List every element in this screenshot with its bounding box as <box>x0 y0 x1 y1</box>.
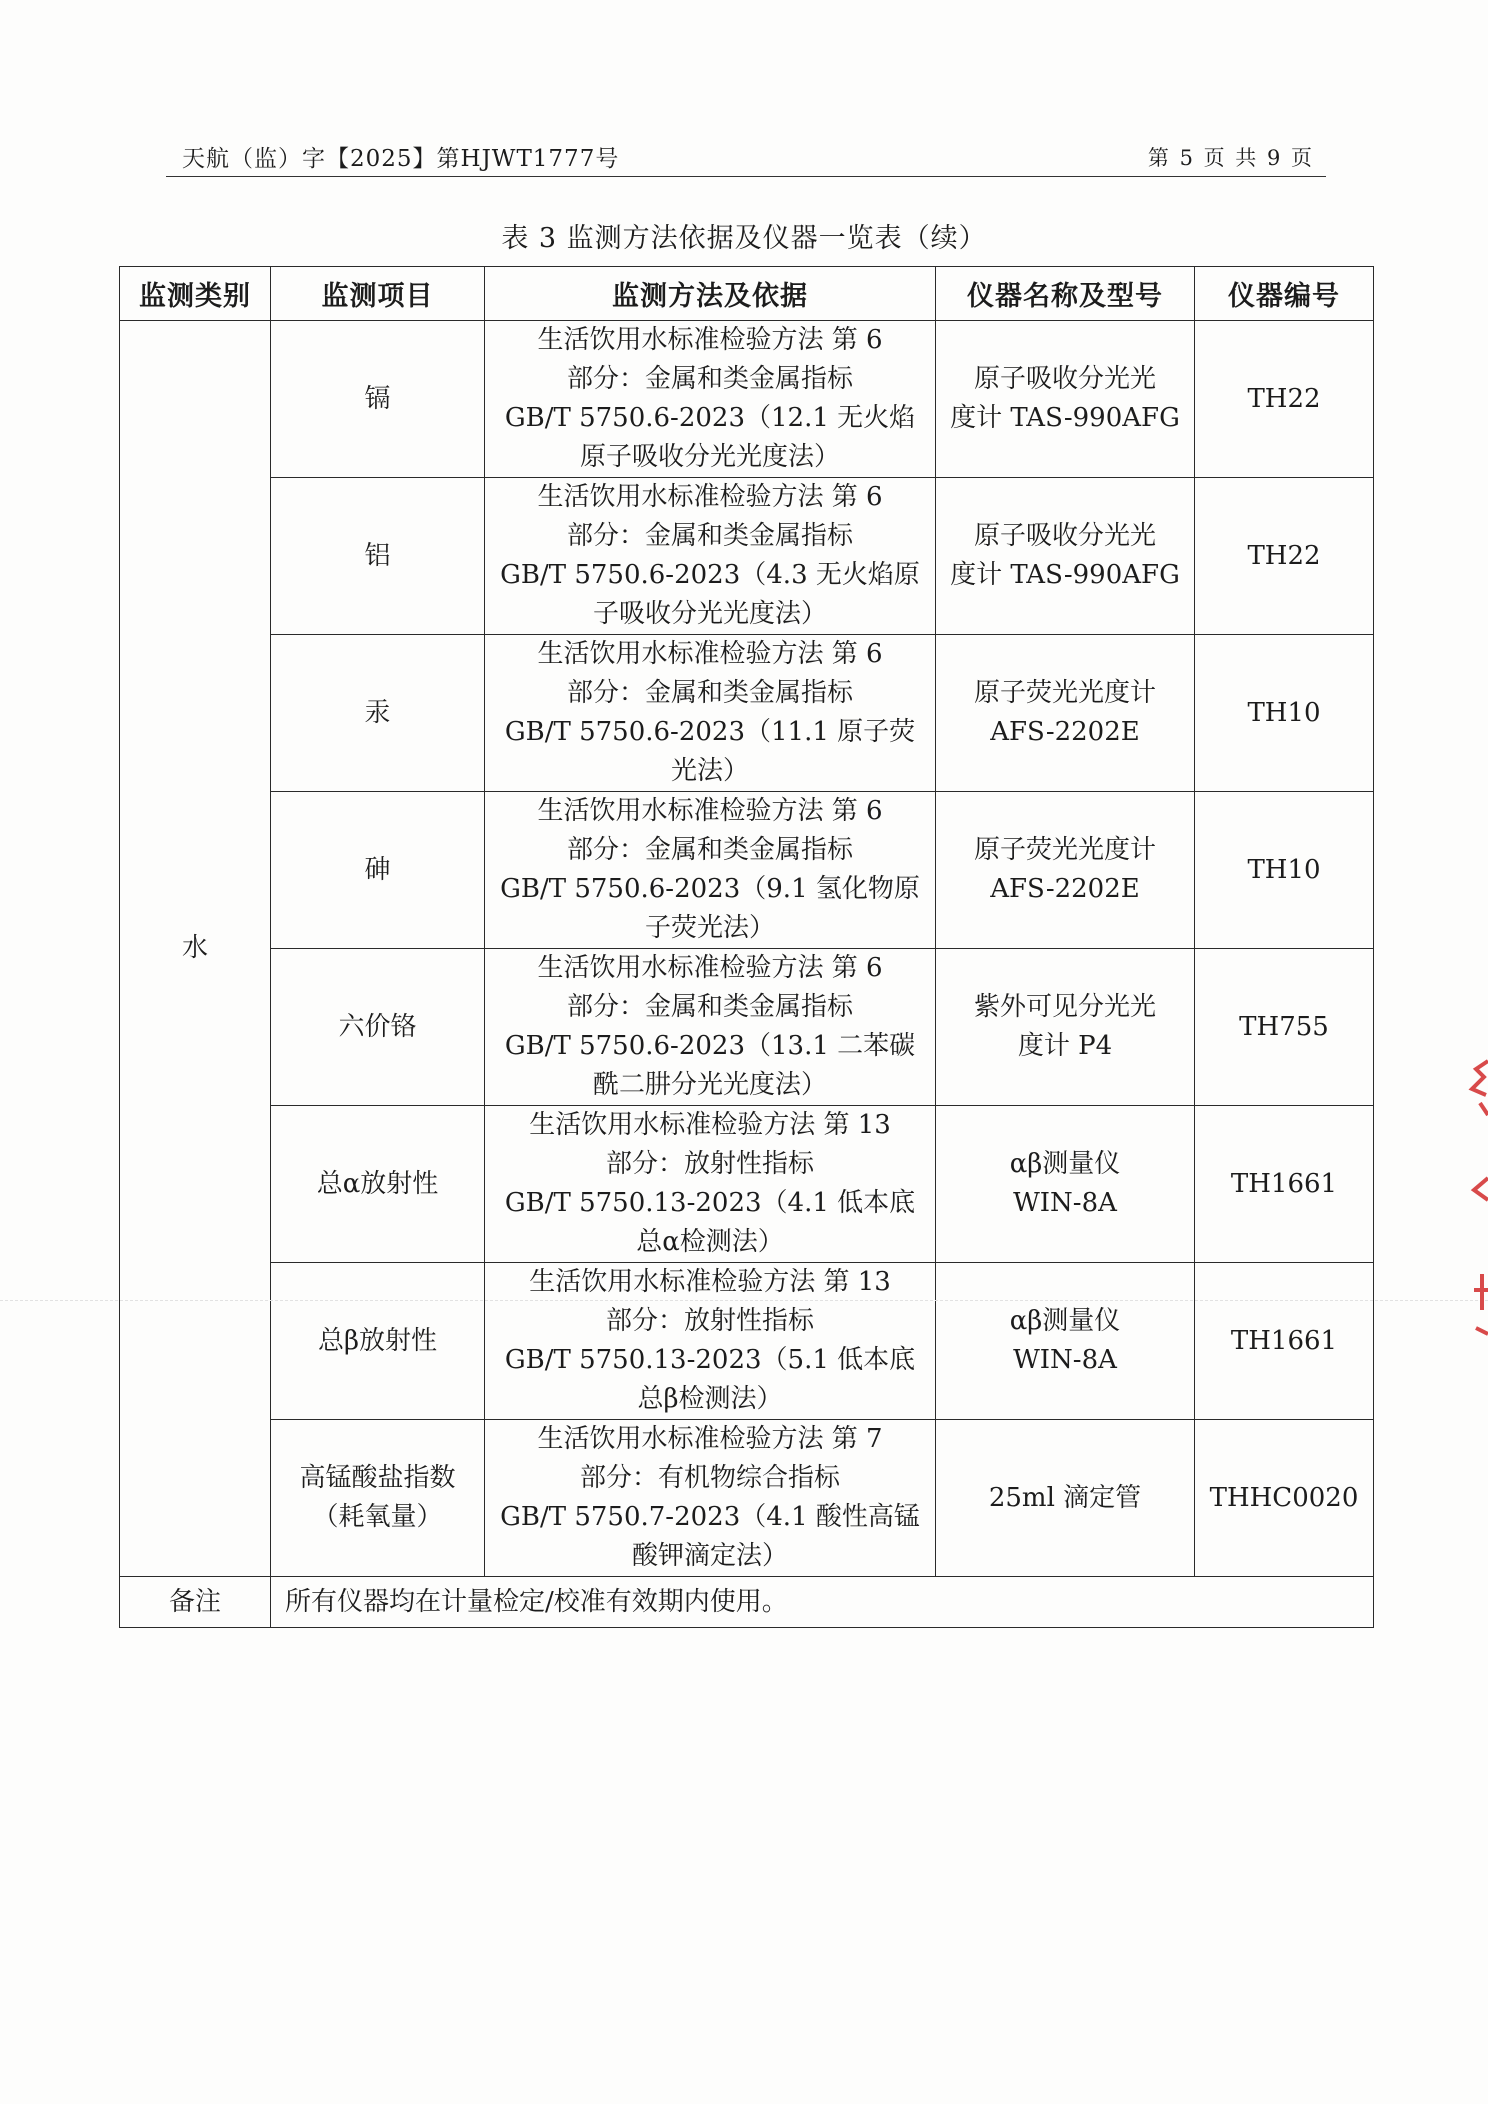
seal-stamp-fragment <box>1466 1170 1488 1210</box>
instrument-line: αβ测量仪 <box>1009 1149 1121 1179</box>
method-line: 光法） <box>670 756 749 786</box>
item-cell: 镉 <box>271 321 485 478</box>
remark-label: 备注 <box>120 1577 271 1628</box>
method-line: 酸钾滴定法） <box>631 1541 788 1571</box>
instrument-cell <box>936 478 1195 635</box>
method-line: 部分：金属和类金属指标 <box>566 992 853 1022</box>
table-row <box>120 321 1374 478</box>
method-line: GB/T 5750.6-2023（12.1 无火焰 <box>504 403 916 433</box>
instrument-line: 度计 P4 <box>1017 1031 1113 1061</box>
method-line: GB/T 5750.6-2023（4.3 无火焰原 <box>500 560 920 590</box>
table-header-row <box>120 267 1374 321</box>
instrument-line: AFS-2202E <box>990 874 1140 904</box>
method-cell <box>485 1106 936 1263</box>
table-row <box>120 1106 1374 1263</box>
category-cell: 水 <box>120 321 271 1577</box>
instrument-cell <box>936 321 1195 478</box>
instrument-line: WIN-8A <box>1013 1345 1117 1375</box>
instrument-cell <box>936 1263 1195 1420</box>
method-cell <box>485 321 936 478</box>
table-row <box>120 792 1374 949</box>
instrument-number-cell: TH1661 <box>1195 1106 1374 1263</box>
instrument-line: αβ测量仪 <box>1009 1306 1121 1336</box>
method-line: 部分：金属和类金属指标 <box>566 678 853 708</box>
method-cell <box>485 1420 936 1577</box>
method-cell <box>485 949 936 1106</box>
method-line: 子吸收分光光度法） <box>592 599 827 629</box>
method-cell <box>485 792 936 949</box>
instrument-line: 原子吸收分光光 <box>973 521 1156 551</box>
method-line: 生活饮用水标准检验方法 第 6 <box>537 953 883 983</box>
instrument-cell <box>936 949 1195 1106</box>
method-line: 部分：放射性指标 <box>605 1306 814 1336</box>
seal-stamp-graphic <box>1466 1055 1488 1125</box>
method-line: 部分：金属和类金属指标 <box>566 521 853 551</box>
method-line: GB/T 5750.13-2023（4.1 低本底 <box>504 1188 916 1218</box>
method-cell <box>485 478 936 635</box>
instrument-number-cell: TH1661 <box>1195 1263 1374 1420</box>
item-cell: 六价铬 <box>271 949 485 1106</box>
method-line: 生活饮用水标准检验方法 第 7 <box>537 1424 883 1454</box>
monitoring-method-table <box>119 266 1374 1628</box>
seal-stamp-graphic <box>1466 1270 1488 1340</box>
method-line: 总β检测法） <box>637 1384 783 1414</box>
method-line: GB/T 5750.13-2023（5.1 低本底 <box>504 1345 916 1375</box>
table-row <box>120 478 1374 635</box>
method-cell <box>485 1263 936 1420</box>
column-header-instrument-number: 仪器编号 <box>1195 267 1374 321</box>
method-line: 生活饮用水标准检验方法 第 13 <box>529 1110 891 1140</box>
table-row <box>120 1420 1374 1577</box>
remark-text: 所有仪器均在计量检定/校准有效期内使用。 <box>271 1577 1374 1628</box>
scan-fold-line <box>0 1300 1488 1301</box>
method-line: 部分：有机物综合指标 <box>579 1463 840 1493</box>
method-line: 部分：金属和类金属指标 <box>566 835 853 865</box>
instrument-number-cell: TH22 <box>1195 321 1374 478</box>
seal-stamp-graphic <box>1466 1170 1488 1210</box>
instrument-line: 25ml 滴定管 <box>988 1482 1142 1513</box>
instrument-number-cell: THHC0020 <box>1195 1420 1374 1577</box>
instrument-line: 度计 TAS-990AFG <box>950 560 1180 590</box>
column-header-item: 监测项目 <box>271 267 485 321</box>
instrument-line: 原子吸收分光光 <box>973 364 1156 394</box>
method-line: 子荧光法） <box>644 913 775 943</box>
item-line: （耗氧量） <box>312 1502 443 1532</box>
item-cell: 铝 <box>271 478 485 635</box>
item-cell <box>271 1420 485 1577</box>
method-line: 生活饮用水标准检验方法 第 6 <box>537 639 883 669</box>
instrument-cell <box>936 1106 1195 1263</box>
method-line: 生活饮用水标准检验方法 第 13 <box>529 1267 891 1297</box>
instrument-line: 紫外可见分光光 <box>973 992 1156 1022</box>
method-line: GB/T 5750.7-2023（4.1 酸性高锰 <box>500 1502 920 1532</box>
instrument-number-cell: TH755 <box>1195 949 1374 1106</box>
method-line: 生活饮用水标准检验方法 第 6 <box>537 796 883 826</box>
seal-stamp-fragment <box>1466 1270 1488 1340</box>
table-title: 表 3 监测方法依据及仪器一览表（续） <box>501 223 987 254</box>
page-header <box>166 136 1326 177</box>
method-line: GB/T 5750.6-2023（13.1 二苯碳 <box>504 1031 916 1061</box>
instrument-number-cell: TH10 <box>1195 792 1374 949</box>
document-number: 天航（监）字【2025】第HJWT1777号 <box>182 146 620 172</box>
method-line: 原子吸收分光光度法） <box>579 442 840 472</box>
method-line: GB/T 5750.6-2023（11.1 原子荧 <box>504 717 916 747</box>
instrument-number-cell: TH10 <box>1195 635 1374 792</box>
instrument-number-cell: TH22 <box>1195 478 1374 635</box>
method-line: 生活饮用水标准检验方法 第 6 <box>537 482 883 512</box>
item-line: 高锰酸盐指数 <box>299 1463 456 1493</box>
table-row <box>120 1263 1374 1420</box>
item-cell: 砷 <box>271 792 485 949</box>
method-line: 酰二肼分光光度法） <box>592 1070 827 1100</box>
instrument-line: 度计 TAS-990AFG <box>950 403 1180 433</box>
instrument-line: AFS-2202E <box>990 717 1140 747</box>
table-row <box>120 949 1374 1106</box>
instrument-cell <box>936 1420 1195 1577</box>
method-cell <box>485 635 936 792</box>
instrument-cell <box>936 792 1195 949</box>
column-header-method: 监测方法及依据 <box>485 267 936 321</box>
column-header-category: 监测类别 <box>120 267 271 321</box>
item-cell: 总β放射性 <box>271 1263 485 1420</box>
instrument-cell <box>936 635 1195 792</box>
instrument-line: WIN-8A <box>1013 1188 1117 1218</box>
item-cell: 汞 <box>271 635 485 792</box>
item-cell: 总α放射性 <box>271 1106 485 1263</box>
method-line: 总α检测法） <box>636 1227 784 1257</box>
page-number: 第 5 页 共 9 页 <box>1147 146 1314 170</box>
instrument-line: 原子荧光光度计 <box>973 678 1156 708</box>
remark-row <box>120 1577 1374 1628</box>
instrument-line: 原子荧光光度计 <box>973 835 1156 865</box>
seal-stamp-fragment <box>1466 1055 1488 1125</box>
method-line: 部分：放射性指标 <box>605 1149 814 1179</box>
method-line: GB/T 5750.6-2023（9.1 氢化物原 <box>500 874 920 904</box>
method-line: 部分：金属和类金属指标 <box>566 364 853 394</box>
column-header-instrument: 仪器名称及型号 <box>936 267 1195 321</box>
method-line: 生活饮用水标准检验方法 第 6 <box>537 325 883 355</box>
table-row <box>120 635 1374 792</box>
